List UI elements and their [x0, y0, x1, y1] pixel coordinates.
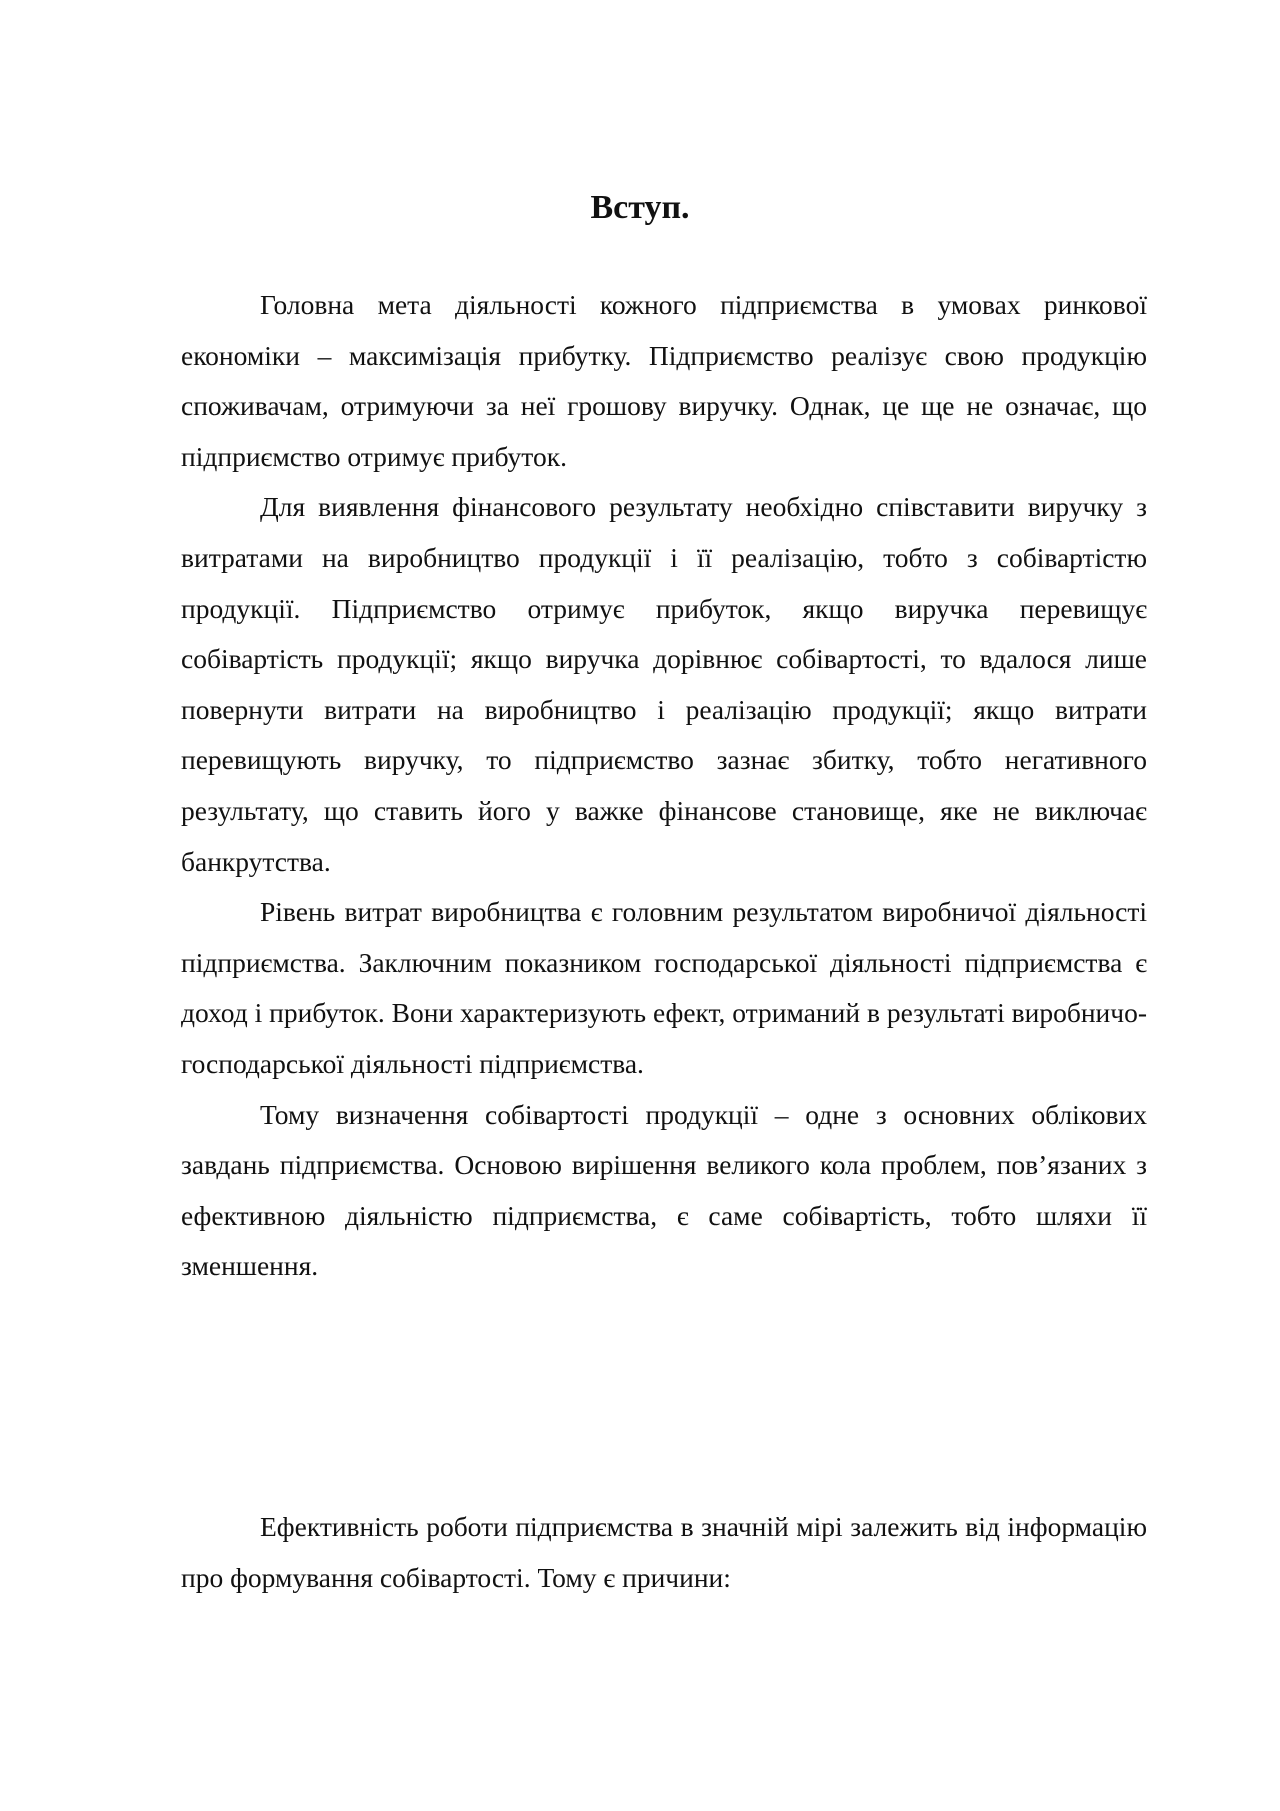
paragraph-1: Головна мета діяльності кожного підприємства в умовах ринкової економіки – максимізація прибутку. Підприємство реалізує свою продукцію споживачам, отримуючи за неї грошову виручку. Однак, це ще не означає, що підприємство отримує прибуток. — [181, 289, 1147, 472]
paragraph-4: Тому визначення собівартості продукції – одне з основних облікових завдань підприємства. Основою вирішення великого кола проблем, пов’язаних з ефективною діяльністю підприємства, є саме собівартість, тобто шляхи її зменшення. — [181, 1098, 1147, 1282]
tail-text-block — [181, 1502, 1147, 1603]
paragraph-5: Ефективність роботи підприємства в значній мірі залежить від інформацію про формування собівартості. Тому є причини: — [181, 1511, 1147, 1593]
intro-text-block — [181, 280, 1147, 1292]
paragraph-3: Рівень витрат виробництва є головним результатом виробничої діяльності підприємства. Заключним показником господарської діяльності підприємства є доход і прибуток. Вони характеризують ефект, отриманий в результаті виробничо-господарської діяльності підприємства. — [181, 896, 1147, 1079]
paragraph-2: Для виявлення фінансового результату необхідно співставити виручку з витратами на виробництво продукції і її реалізацію, тобто з собівартістю продукції. Підприємство отримує прибуток, якщо виручка перевищує собівартість продукції; якщо виручка дорівнює собівартості, то вдалося лише повернути витрати на виробництво і реалізацію продукції; якщо витрати перевищують виручку, то підприємство зазнає збитку, тобто негативного результату, що ставить його у важке фінансове становище, яке не виключає банкрутства. — [181, 491, 1147, 877]
page-title: Вступ. — [590, 189, 690, 226]
